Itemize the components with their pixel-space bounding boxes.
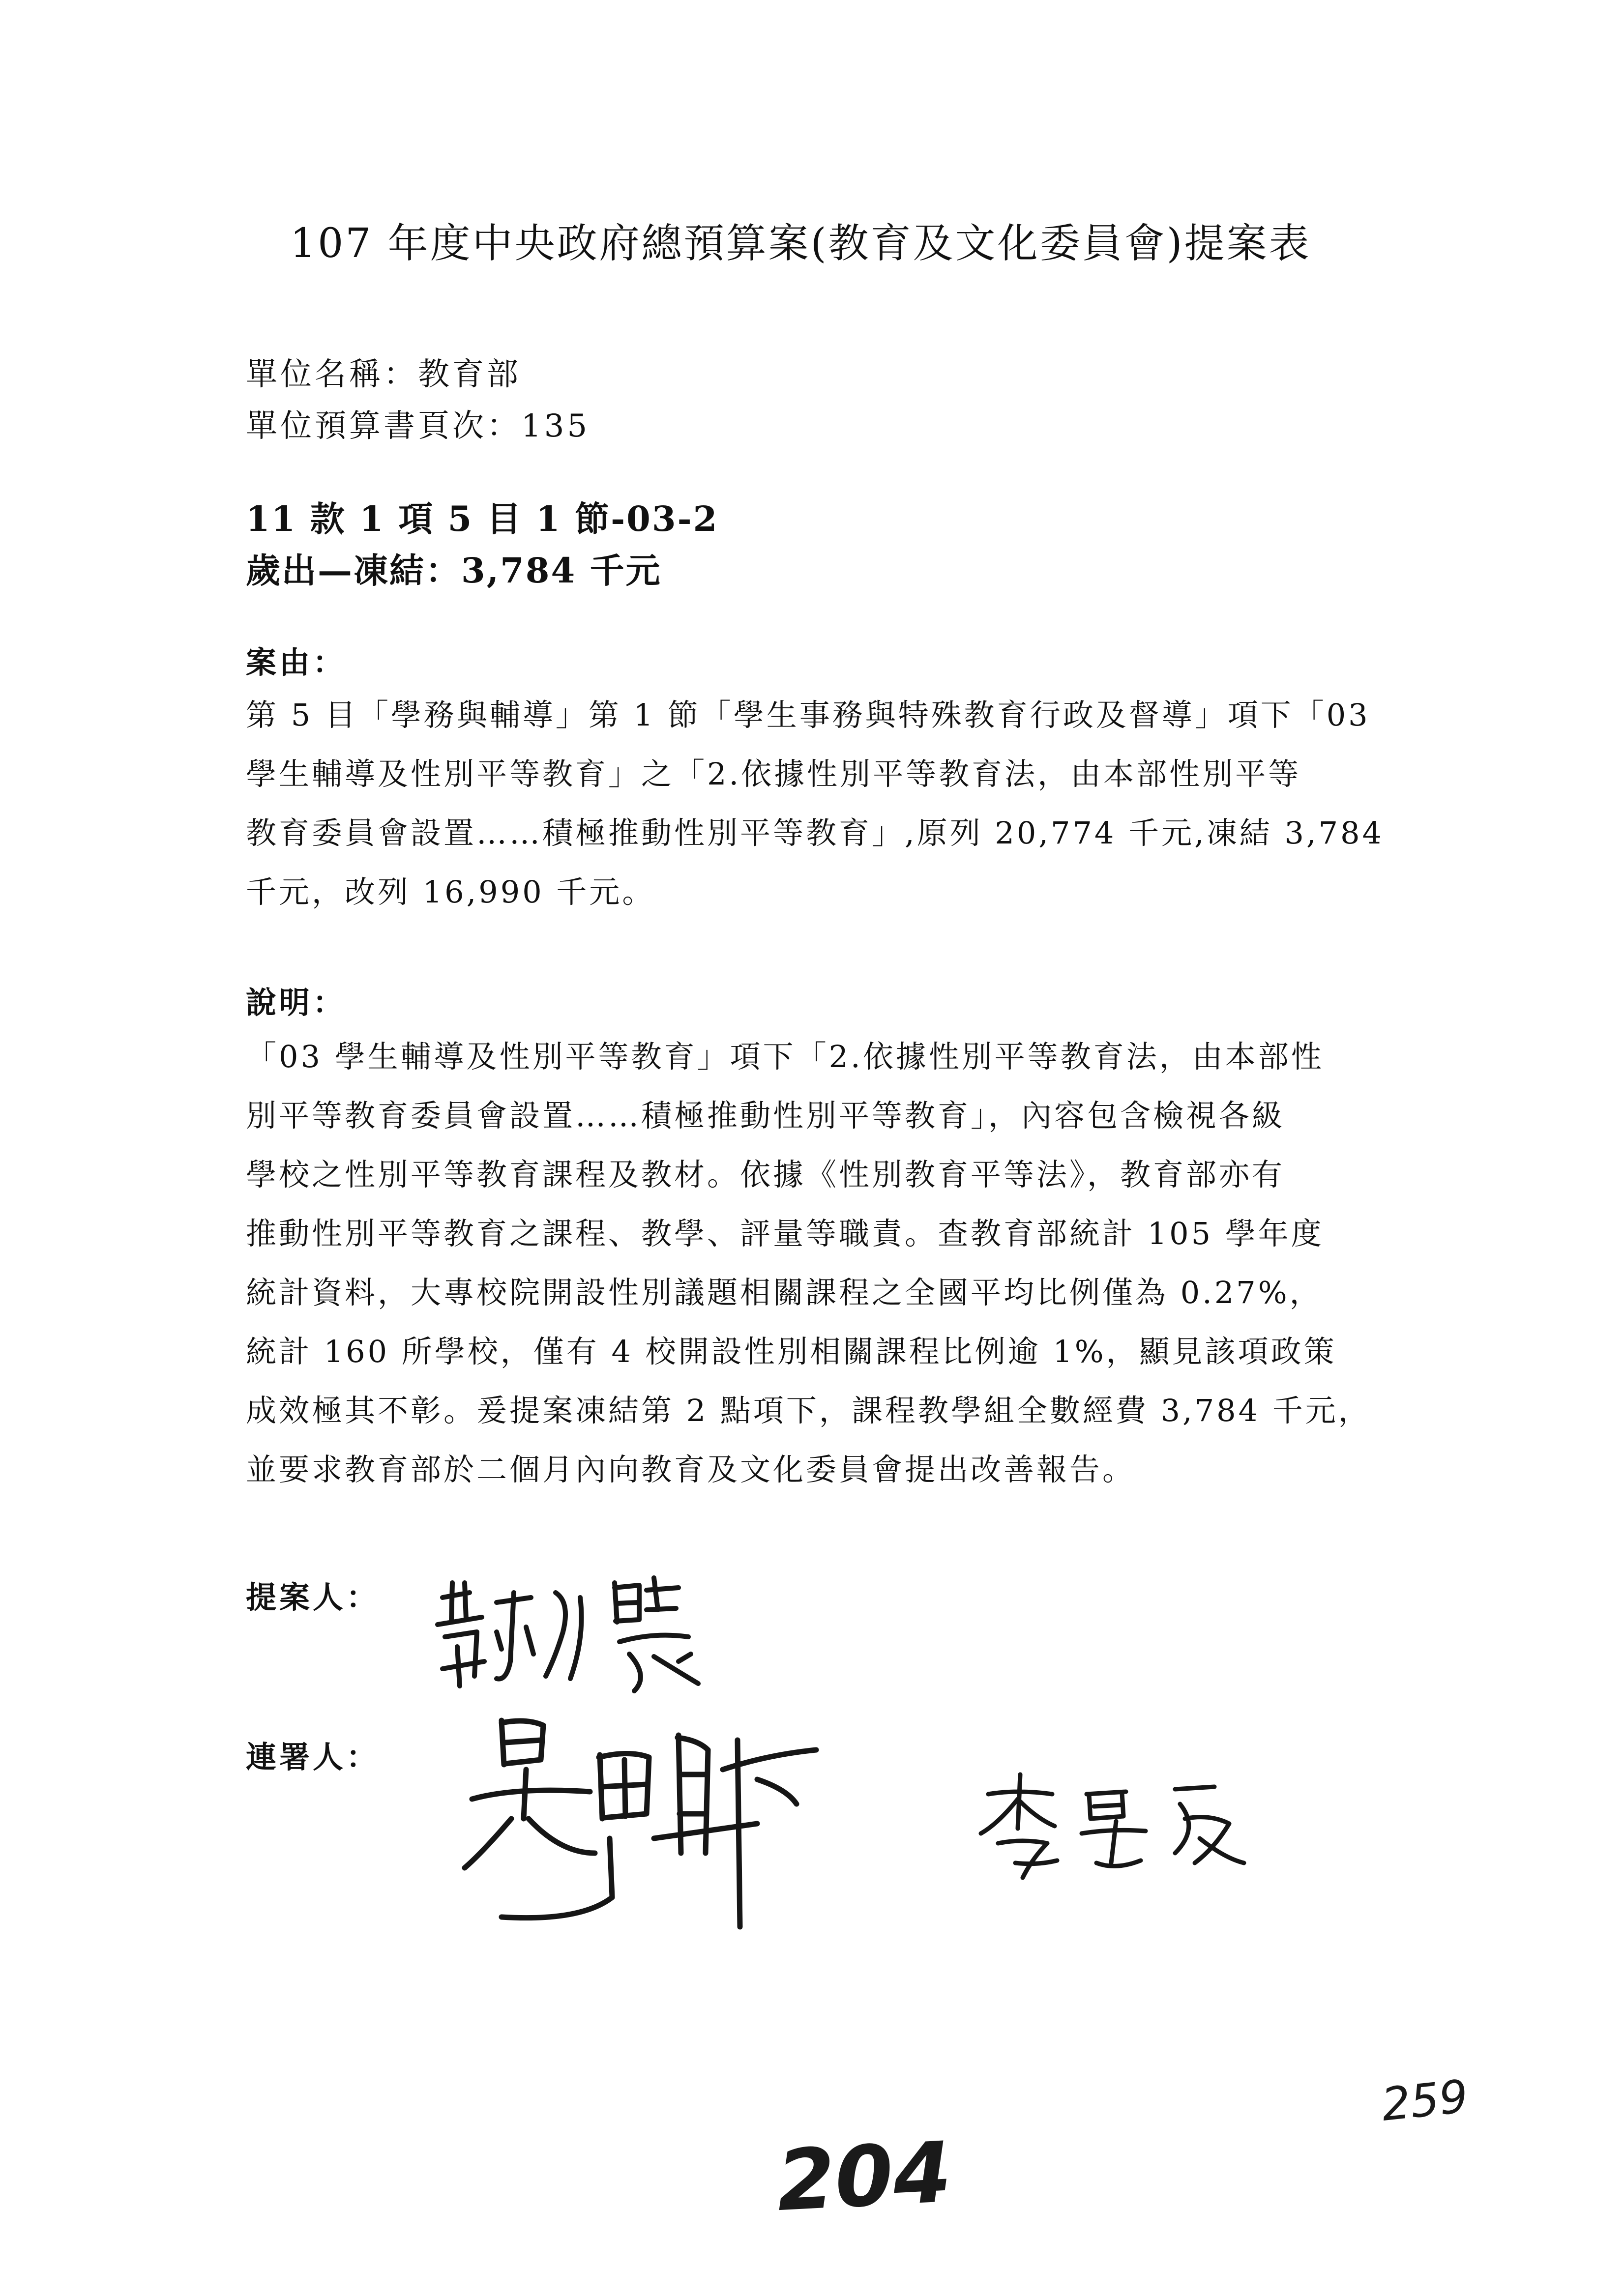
explanation-line: 統計資料，大專校院開設性別議題相關課程之全國平均比例僅為 0.27%，	[246, 1275, 1323, 1310]
document-title: 107 年度中央政府總預算案(教育及文化委員會)提案表	[290, 220, 1311, 267]
explanation-heading: 說明：	[246, 985, 347, 1020]
item-code: 11 款 1 項 5 目 1 節-03-2	[246, 498, 719, 539]
proposer-label: 提案人：	[246, 1579, 380, 1615]
reason-line: 學生輔導及性別平等教育」之「2.依據性別平等教育法，由本部性別平等	[246, 756, 1301, 792]
cosigner-signature-1	[443, 1691, 885, 1966]
explanation-line: 成效極其不彰。爰提案凍結第 2 點項下，課程教學組全數經費 3,784 千元，	[246, 1393, 1371, 1428]
explanation-line: 並要求教育部於二個月內向教育及文化委員會提出改善報告。	[246, 1452, 1136, 1487]
cosigner-label: 連署人：	[246, 1739, 380, 1775]
budget-page-ref: 單位預算書頁次：135	[246, 408, 591, 444]
unit-name: 單位名稱：教育部	[246, 356, 521, 393]
reason-line: 第 5 目「學務與輔導」第 1 節「學生事務與特殊教育行政及督導」項下「03	[246, 697, 1370, 733]
explanation-line: 統計 160 所學校，僅有 4 校開設性別相關課程比例逾 1%，顯見該項政策	[246, 1334, 1337, 1369]
explanation-line: 推動性別平等教育之課程、教學、評量等職責。查教育部統計 105 學年度	[246, 1216, 1324, 1251]
explanation-line: 「03 學生輔導及性別平等教育」項下「2.依據性別平等教育法，由本部性	[246, 1039, 1324, 1075]
reason-line: 教育委員會設置……積極推動性別平等教育」,原列 20,774 千元,凍結 3,784	[246, 815, 1384, 851]
cosigner-signature-2	[969, 1765, 1273, 1892]
stamp-page-number: 259	[1379, 2070, 1471, 2131]
explanation-line: 學校之性別平等教育課程及教材。依據《性別教育平等法》，教育部亦有	[246, 1157, 1285, 1192]
explanation-line: 別平等教育委員會設置……積極推動性別平等教育」，內容包含檢視各級	[246, 1098, 1285, 1133]
reason-line: 千元，改列 16,990 千元。	[246, 874, 655, 910]
action-amount: 歲出—凍結：3,784 千元	[246, 550, 662, 591]
handwritten-page-number: 204	[774, 2123, 954, 2231]
reason-heading: 案由：	[246, 644, 347, 680]
proposer-signature	[423, 1563, 728, 1711]
